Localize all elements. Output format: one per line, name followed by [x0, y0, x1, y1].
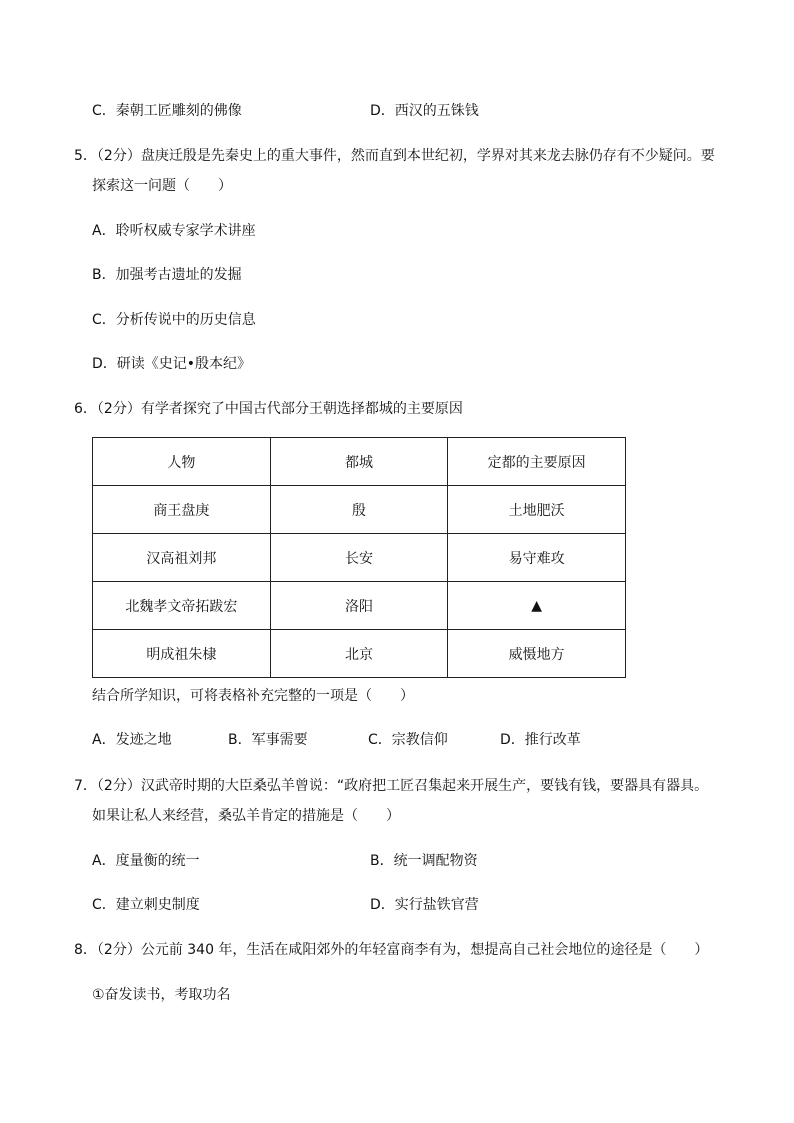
table-cell: 商王盘庚	[93, 486, 271, 534]
q7-option-b: B．统一调配物资	[370, 853, 478, 869]
table-row	[93, 630, 626, 678]
table-cell: 明成祖朱棣	[93, 630, 271, 678]
table-cell: 北魏孝文帝拓跋宏	[93, 582, 271, 630]
table-cell: 殷	[270, 486, 448, 534]
q5-option-b: B．加强考古遗址的发掘	[92, 267, 242, 283]
q6-option-b: B．军事需要	[228, 732, 308, 748]
table-row	[93, 486, 626, 534]
table-header-row	[93, 438, 626, 486]
q5-stem-line1: 5．（2分）盘庚迁殷是先秦史上的重大事件，然而直到本世纪初，学界对其来龙去脉仍存有不少疑问。要	[74, 148, 715, 164]
q4-option-d: D．西汉的五铢钱	[370, 103, 479, 119]
table-cell: 易守难攻	[448, 534, 626, 582]
q5-option-c: C．分析传说中的历史信息	[92, 312, 256, 328]
capital-table	[92, 437, 626, 678]
q6-option-d: D．推行改革	[500, 732, 581, 748]
q8-stem: 8．（2分）公元前 340 年，生活在咸阳郊外的年轻富商李有为，想提高自己社会地位的途径是（ ）	[74, 942, 709, 958]
table-cell: 长安	[270, 534, 448, 582]
table-row	[93, 582, 626, 630]
q7-option-a: A．度量衡的统一	[92, 853, 200, 869]
table-cell-blank-marker: ▲	[448, 582, 626, 630]
q5-option-d: D．研读《史记•殷本纪》	[92, 356, 252, 372]
q6-option-a: A．发迹之地	[92, 732, 172, 748]
q6-stem: 6．（2分）有学者探究了中国古代部分王朝选择都城的主要原因	[74, 401, 463, 417]
q5-option-a: A．聆听权威专家学术讲座	[92, 223, 256, 239]
q7-stem-line2: 如果让私人来经营，桑弘羊肯定的措施是（ ）	[92, 808, 400, 824]
q5-stem-line2: 探索这一问题（ ）	[92, 178, 232, 194]
q6-option-c: C．宗教信仰	[368, 732, 448, 748]
table-header-cell: 定都的主要原因	[448, 438, 626, 486]
q7-stem-line1: 7．（2分）汉武帝时期的大臣桑弘羊曾说：“政府把工匠召集起来开展生产，要钱有钱，要器具有器具。	[74, 778, 709, 794]
q6-followup: 结合所学知识，可将表格补充完整的一项是（ ）	[92, 688, 414, 704]
q8-item-1: ①奋发读书，考取功名	[92, 987, 231, 1003]
table-cell: 土地肥沃	[448, 486, 626, 534]
table-cell: 威慑地方	[448, 630, 626, 678]
table-cell: 汉高祖刘邦	[93, 534, 271, 582]
table-row	[93, 534, 626, 582]
table-cell: 北京	[270, 630, 448, 678]
table-cell: 洛阳	[270, 582, 448, 630]
q4-option-c: C．秦朝工匠雕刻的佛像	[92, 103, 242, 119]
table-header-cell: 都城	[270, 438, 448, 486]
q7-option-d: D．实行盐铁官营	[370, 897, 479, 913]
table-header-cell: 人物	[93, 438, 271, 486]
q7-option-c: C．建立刺史制度	[92, 897, 200, 913]
